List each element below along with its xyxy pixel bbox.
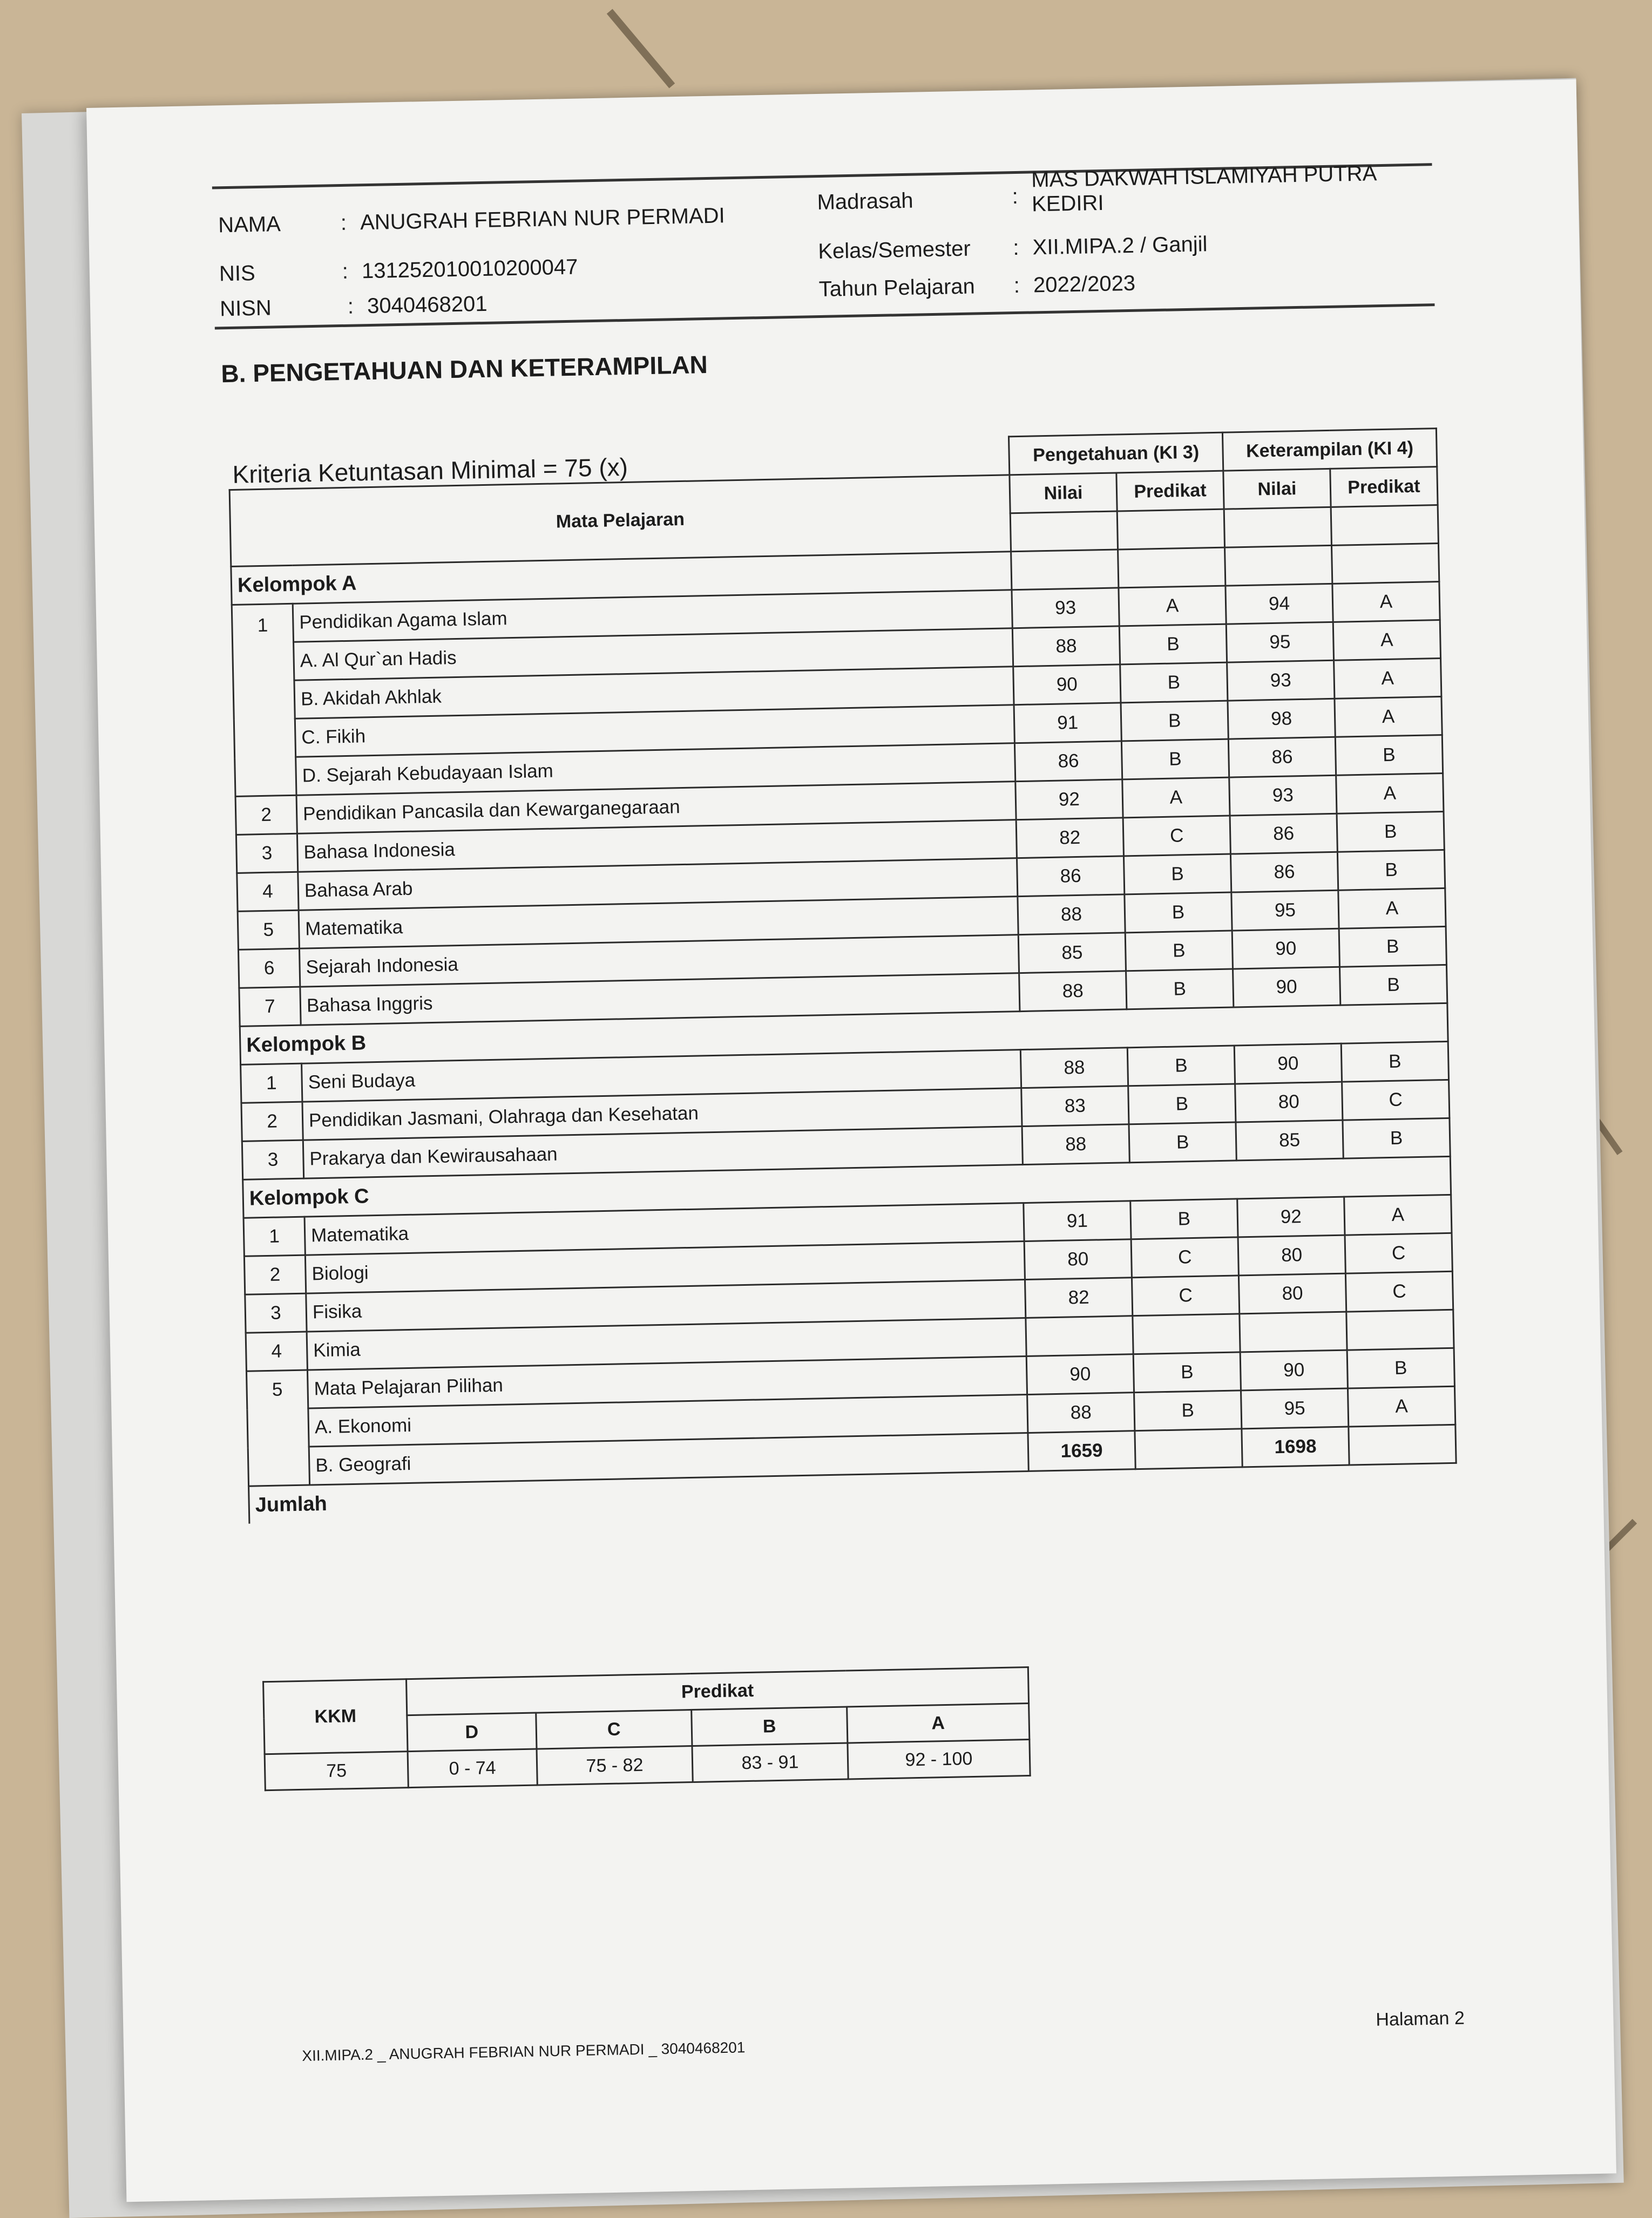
nilai-ki4: 90 xyxy=(1232,928,1339,969)
nilai-ki3-header: Nilai xyxy=(1010,473,1117,513)
grade-d-header: D xyxy=(407,1713,537,1752)
predikat-ki3: C xyxy=(1131,1237,1238,1278)
colon: : xyxy=(1012,184,1019,209)
tahun-value: 2022/2023 xyxy=(1033,271,1136,297)
nilai-ki3: 88 xyxy=(1027,1393,1135,1433)
grade-c-header: C xyxy=(536,1710,692,1749)
nilai-ki4: 86 xyxy=(1230,813,1337,854)
predikat-ki3 xyxy=(1133,1314,1240,1354)
nilai-ki3: 82 xyxy=(1016,818,1123,858)
nilai-ki4: 94 xyxy=(1226,584,1333,624)
predikat-ki4: B xyxy=(1341,1041,1448,1082)
nilai-ki3: 92 xyxy=(1015,779,1123,820)
subject-name: Prakarya dan Kewirausahaan xyxy=(303,1127,1023,1179)
nilai-ki3 xyxy=(1026,1316,1133,1356)
nilai-ki3: 88 xyxy=(1022,1124,1129,1165)
nilai-ki4: 95 xyxy=(1241,1388,1349,1429)
predikat-ki4-header: Predikat xyxy=(1330,467,1438,507)
nama-field xyxy=(218,204,725,238)
range-b: 83 - 91 xyxy=(692,1743,848,1782)
row-number: 1 xyxy=(243,1217,305,1256)
nilai-ki3: 88 xyxy=(1018,894,1125,935)
predikat-ki3: B xyxy=(1121,701,1228,741)
predikat-ki3: B xyxy=(1126,969,1234,1009)
predikat-ki3: B xyxy=(1123,854,1231,894)
nilai-ki4: 98 xyxy=(1228,698,1335,739)
subject-header: Mata Pelajaran xyxy=(229,475,1011,567)
subject-name: B. Geografi xyxy=(309,1433,1028,1485)
nilai-ki4: 93 xyxy=(1227,660,1335,701)
subject-name: Fisika xyxy=(306,1280,1026,1332)
subject-name: D. Sejarah Kebudayaan Islam xyxy=(296,743,1015,796)
predikat-ki3: B xyxy=(1133,1352,1241,1393)
kelas-value: XII.MIPA.2 / Ganjil xyxy=(1032,232,1208,260)
nilai-ki3: 91 xyxy=(1024,1201,1131,1242)
nilai-ki4: 90 xyxy=(1240,1350,1348,1391)
nilai-ki4: 92 xyxy=(1237,1197,1345,1237)
nilai-ki3: 80 xyxy=(1024,1239,1132,1280)
predikat-ki4: C xyxy=(1345,1233,1452,1273)
predikat-ki3: A xyxy=(1119,586,1226,626)
subject-name: Pendidikan Agama Islam xyxy=(293,590,1012,642)
keterampilan-header: Keterampilan (KI 4) xyxy=(1222,429,1437,471)
group-a-label: Kelompok A xyxy=(231,552,1012,605)
subject-name: Sejarah Indonesia xyxy=(299,935,1019,987)
subject-name: Pendidikan Jasmani, Olahraga dan Kesehatan xyxy=(302,1088,1022,1141)
colon: : xyxy=(1012,235,1019,260)
kkm-header: KKM xyxy=(263,1679,408,1754)
total-ki4: 1698 xyxy=(1242,1427,1349,1467)
range-d: 0 - 74 xyxy=(408,1749,537,1788)
nilai-ki3: 88 xyxy=(1020,1048,1128,1088)
subject-name: A. Ekonomi xyxy=(308,1394,1028,1447)
nilai-ki4 xyxy=(1240,1312,1347,1352)
row-number: 3 xyxy=(242,1140,303,1179)
nilai-ki4: 90 xyxy=(1233,967,1340,1007)
nilai-ki3: 86 xyxy=(1017,856,1124,897)
colon: : xyxy=(347,294,354,318)
nisn-label: NISN xyxy=(219,296,272,321)
predikat-ki4: B xyxy=(1337,811,1444,852)
subject-name: Biologi xyxy=(305,1242,1025,1294)
predikat-ki3: B xyxy=(1129,1122,1236,1163)
nilai-ki3: 83 xyxy=(1021,1086,1129,1127)
subject-name: Mata Pelajaran Pilihan xyxy=(307,1356,1027,1408)
nilai-ki4: 80 xyxy=(1235,1082,1343,1122)
nilai-ki4: 93 xyxy=(1229,775,1337,816)
row-number: 5 xyxy=(246,1370,309,1486)
subject-name: Seni Budaya xyxy=(302,1050,1021,1102)
nilai-ki4-header: Nilai xyxy=(1223,469,1331,509)
row-number: 1 xyxy=(232,603,296,796)
predikat-ki3: C xyxy=(1123,816,1230,856)
row-number: 5 xyxy=(238,910,299,949)
predikat-ki3: B xyxy=(1134,1391,1242,1431)
total-ki3: 1659 xyxy=(1028,1431,1135,1471)
row-number: 2 xyxy=(241,1102,303,1141)
report-page xyxy=(86,79,1616,2202)
nis-field xyxy=(219,255,578,287)
row-number: 4 xyxy=(237,872,299,911)
range-a: 92 - 100 xyxy=(848,1740,1030,1779)
predikat-ki4: B xyxy=(1347,1348,1454,1388)
nilai-ki4: 80 xyxy=(1238,1273,1346,1314)
predikat-ki4: A xyxy=(1344,1195,1452,1235)
nilai-ki4: 85 xyxy=(1236,1120,1343,1161)
nilai-ki4: 95 xyxy=(1231,890,1339,931)
kelas-field xyxy=(818,232,1208,264)
predikat-ki3: B xyxy=(1119,624,1227,664)
colon: : xyxy=(1013,273,1020,298)
subject-name: Kimia xyxy=(307,1318,1026,1371)
predikat-ki4: B xyxy=(1339,926,1446,967)
colon: : xyxy=(340,211,347,235)
kkm-table xyxy=(262,1666,1031,1791)
row-number: 2 xyxy=(235,795,297,835)
madrasah-value: MAS DAKWAH ISLAMIYAH PUTRA KEDIRI xyxy=(1031,161,1376,216)
predikat-ki3: B xyxy=(1130,1199,1238,1239)
nilai-ki4: 80 xyxy=(1238,1235,1345,1276)
nilai-ki3: 90 xyxy=(1026,1354,1134,1395)
madrasah-label: Madrasah xyxy=(817,188,913,215)
predikat-ki4: B xyxy=(1335,735,1443,776)
page-number: Halaman 2 xyxy=(1376,2007,1465,2030)
predikat-ki4: A xyxy=(1348,1386,1455,1427)
predikat-ki3 xyxy=(1135,1429,1242,1469)
subject-name: B. Akidah Akhlak xyxy=(294,667,1014,719)
pengetahuan-header: Pengetahuan (KI 3) xyxy=(1009,432,1223,475)
kkm-title: Kriteria Ketuntasan Minimal = 75 (x) xyxy=(232,452,628,489)
subject-name: Bahasa Arab xyxy=(298,858,1018,911)
nilai-ki3: 88 xyxy=(1019,971,1127,1012)
predikat-ki3: B xyxy=(1128,1084,1236,1124)
nilai-ki3: 85 xyxy=(1018,933,1126,973)
section-title: B. PENGETAHUAN DAN KETERAMPILAN xyxy=(220,350,708,388)
range-c: 75 - 82 xyxy=(537,1746,693,1786)
predikat-ki4: B xyxy=(1339,965,1447,1005)
nis-label: NIS xyxy=(219,261,256,286)
row-number: 6 xyxy=(238,948,300,988)
nisn-field xyxy=(220,292,488,322)
grade-b-header: B xyxy=(692,1707,848,1746)
subject-name: C. Fikih xyxy=(295,705,1014,757)
nilai-ki4: 90 xyxy=(1234,1043,1342,1084)
grade-a-header: A xyxy=(847,1704,1029,1743)
colon: : xyxy=(342,259,349,283)
predikat-ki3: B xyxy=(1125,931,1233,971)
predikat-ki3: B xyxy=(1127,1046,1235,1086)
predikat-ki3: B xyxy=(1120,662,1228,703)
tahun-label: Tahun Pelajaran xyxy=(818,274,976,302)
predikat-ki3: B xyxy=(1121,739,1229,779)
subject-name: Matematika xyxy=(304,1203,1024,1256)
row-number: 3 xyxy=(236,833,297,873)
nilai-ki3: 90 xyxy=(1013,664,1121,705)
nilai-ki4: 86 xyxy=(1228,737,1336,777)
group-b-label: Kelompok B xyxy=(240,1003,1448,1064)
predikat-ki3: B xyxy=(1125,892,1232,933)
nilai-ki3: 91 xyxy=(1014,703,1121,743)
nilai-ki4: 86 xyxy=(1230,852,1338,892)
predikat-ki3-header: Predikat xyxy=(1116,471,1224,511)
predikat-ki4: A xyxy=(1338,888,1446,928)
nilai-ki3: 93 xyxy=(1012,588,1119,628)
jumlah-label: Jumlah xyxy=(249,1463,1457,1523)
predikat-ki4 xyxy=(1346,1310,1454,1350)
row-number: 2 xyxy=(244,1255,306,1294)
footer-identifier: XII.MIPA.2 _ ANUGRAH FEBRIAN NUR PERMADI _ 3040468201 xyxy=(302,2039,746,2064)
subject-name: Bahasa Indonesia xyxy=(297,820,1017,872)
subject-name: Bahasa Inggris xyxy=(300,973,1020,1026)
nilai-ki4: 95 xyxy=(1226,622,1333,662)
row-number: 1 xyxy=(241,1063,302,1103)
floor-tile-joint xyxy=(607,9,675,89)
row-number: 3 xyxy=(245,1293,307,1333)
nama-label: NAMA xyxy=(218,212,281,238)
nisn-value: 3040468201 xyxy=(367,291,488,318)
predikat-ki4: A xyxy=(1334,659,1441,699)
predikat-ki4: B xyxy=(1343,1118,1450,1158)
subject-name: A. Al Qur`an Hadis xyxy=(294,628,1013,681)
nis-value: 131252010010200047 xyxy=(361,255,578,283)
madrasah-field xyxy=(817,161,1410,221)
predikat-ki4: C xyxy=(1342,1080,1450,1120)
predikat-ki4: A xyxy=(1332,582,1440,622)
predikat-ki4: C xyxy=(1345,1271,1453,1312)
subject-name: Pendidikan Pancasila dan Kewarganegaraan xyxy=(296,782,1016,834)
nilai-ki3: 86 xyxy=(1014,741,1122,782)
subject-name: Matematika xyxy=(299,897,1018,949)
group-c-label: Kelompok C xyxy=(243,1156,1451,1218)
nilai-ki3: 82 xyxy=(1025,1278,1132,1318)
kelas-label: Kelas/Semester xyxy=(817,236,971,264)
predikat-ki4: A xyxy=(1333,620,1440,661)
tahun-field xyxy=(818,272,1135,302)
row-number: 4 xyxy=(246,1332,307,1371)
predikat-ki3: C xyxy=(1132,1276,1239,1316)
nilai-ki3: 88 xyxy=(1012,626,1120,667)
grades-table xyxy=(228,428,1458,1524)
predikat-header: Predikat xyxy=(406,1667,1028,1715)
predikat-ki4: B xyxy=(1337,850,1445,890)
predikat-ki4: A xyxy=(1336,773,1444,813)
predikat-ki4 xyxy=(1349,1425,1456,1465)
kkm-value: 75 xyxy=(265,1752,408,1790)
predikat-ki3: A xyxy=(1122,777,1230,818)
predikat-ki4: A xyxy=(1335,697,1442,737)
nama-value: ANUGRAH FEBRIAN NUR PERMADI xyxy=(360,204,726,235)
row-number: 7 xyxy=(239,987,301,1026)
